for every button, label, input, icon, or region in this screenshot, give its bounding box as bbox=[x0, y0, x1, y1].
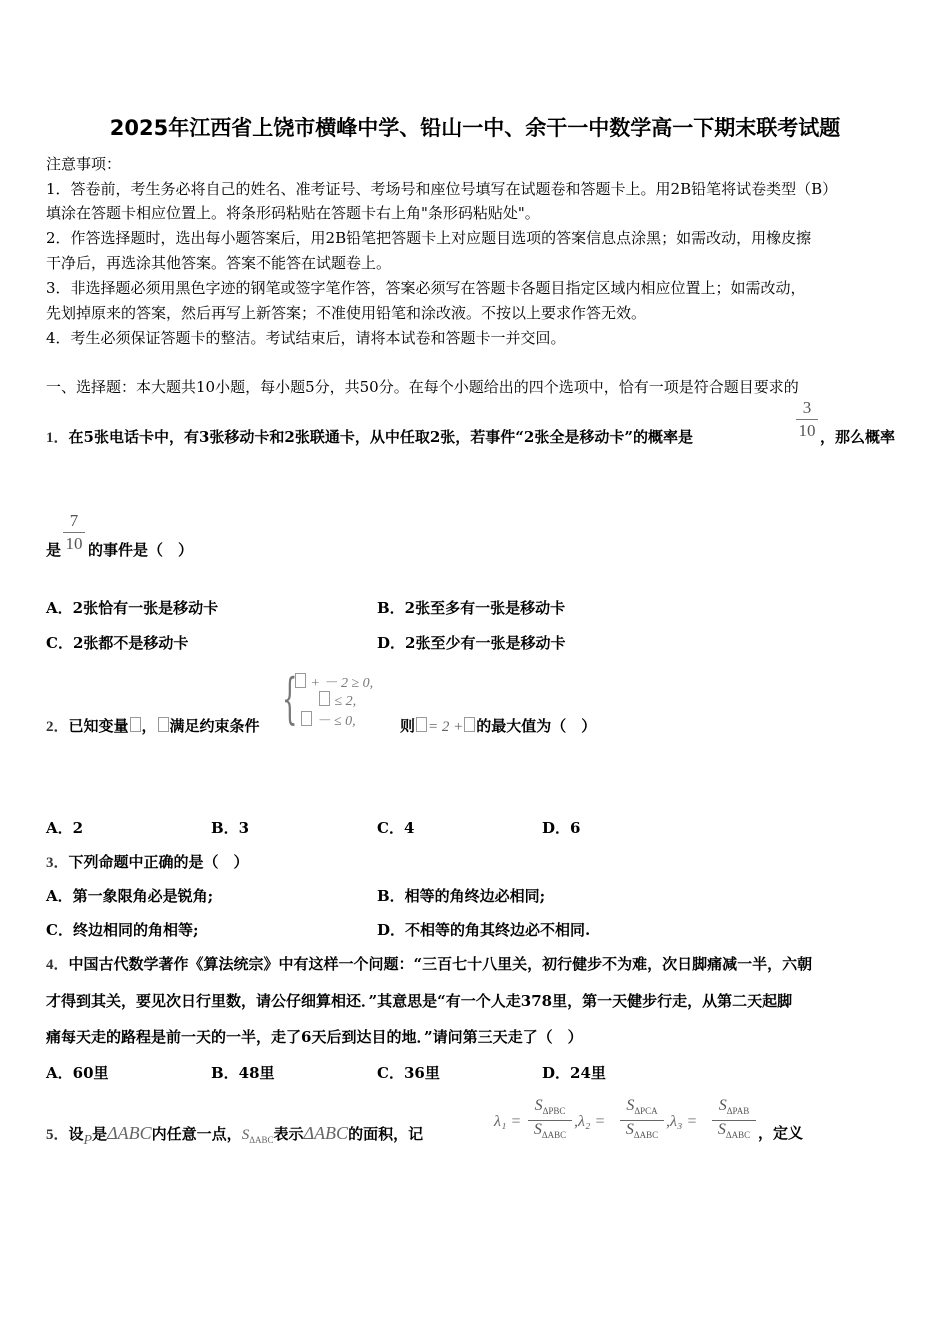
notice-heading: 注意事项： bbox=[46, 155, 122, 173]
lambda-3: ,λ₃ = bbox=[666, 1113, 698, 1130]
question-2-tail: 则 = 2 + 的最大值为（ ） bbox=[400, 717, 597, 735]
question-1-text: 1．在5张电话卡中，有3张移动卡和2张联通卡，从中任取2张，若事件“2张全是移动卡”的概率是 bbox=[46, 428, 693, 446]
option-b[interactable]: B．相等的角终边必相同; bbox=[377, 887, 546, 905]
placeholder-glyph-icon bbox=[301, 711, 312, 726]
option-a[interactable]: A．2张恰有一张是移动卡 bbox=[46, 599, 219, 617]
option-d[interactable]: D．2张至少有一张是移动卡 bbox=[377, 634, 566, 652]
fraction-3-10: 3 10 bbox=[796, 398, 818, 441]
notice-line: 干净后，再选涂其他答案。答案不能答在试题卷上。 bbox=[46, 254, 392, 272]
placeholder-glyph-icon bbox=[464, 717, 475, 732]
option-d[interactable]: D．6 bbox=[542, 819, 581, 837]
placeholder-glyph-icon bbox=[130, 717, 141, 732]
question-5-text: 5．设P是ΔABC内任意一点，$S_{\Delta ABC}$表示ΔABC的面积，记 bbox=[46, 1123, 424, 1148]
option-c[interactable]: C．2张都不是移动卡 bbox=[46, 634, 189, 652]
notice-line: 3．非选择题必须用黑色字迹的钢笔或签字笔作答，答案必须写在答题卡各题目指定区域内相应位置上；如需改动， bbox=[46, 279, 806, 297]
page-title: 2025年江西省上饶市横峰中学、铅山一中、余干一中数学高一下期末联考试题 bbox=[109, 116, 841, 140]
placeholder-glyph-icon bbox=[295, 673, 306, 688]
question-4-line: 才得到其关，要见次日行里数，请公仔细算相还．”其意思是“有一个人走378里，第一天健步行走，从第二天起脚 bbox=[46, 992, 793, 1010]
lambda-1: λ₁ = bbox=[494, 1113, 522, 1130]
fraction-lambda-2: $S_{\Delta PCA}$ $S_{\Delta ABC}$ bbox=[620, 1097, 664, 1144]
option-b[interactable]: B．3 bbox=[211, 819, 250, 837]
option-d[interactable]: D．24里 bbox=[542, 1064, 606, 1082]
option-a[interactable]: A．60里 bbox=[46, 1064, 109, 1082]
option-d[interactable]: D．不相等的角其终边必不相同. bbox=[377, 921, 591, 939]
fraction-7-10: 7 10 bbox=[63, 511, 85, 554]
option-a[interactable]: A．2 bbox=[46, 819, 84, 837]
option-c[interactable]: C．终边相同的角相等; bbox=[46, 921, 199, 939]
notice-line: 先划掉原来的答案，然后再写上新答案；不准使用铅笔和涂改液。不按以上要求作答无效。 bbox=[46, 304, 647, 322]
question-1-text-c: 是 bbox=[46, 541, 62, 559]
notice-line: 1．答卷前，考生务必将自己的姓名、准考证号、考场号和座位号填写在试题卷和答题卡上。用2B铅笔将试卷类型（B） bbox=[46, 180, 838, 198]
question-number: 1． bbox=[46, 430, 69, 446]
placeholder-glyph-icon bbox=[319, 691, 330, 706]
option-a[interactable]: A．第一象限角必是锐角; bbox=[46, 887, 214, 905]
lambda-2: ,λ₂ = bbox=[574, 1113, 606, 1130]
question-1-text-tail: ，那么概率 bbox=[820, 428, 896, 446]
option-c[interactable]: C．36里 bbox=[377, 1064, 440, 1082]
option-c[interactable]: C．4 bbox=[377, 819, 415, 837]
question-4-text: 4．中国古代数学著作《算法统宗》中有这样一个问题：“三百七十八里关，初行健步不为难，次日脚痛减一半，六朝 bbox=[46, 955, 813, 973]
question-5-tail: ，定义 bbox=[758, 1124, 804, 1142]
question-1-text-d: 的事件是（ ） bbox=[88, 541, 194, 559]
fraction-lambda-3: $S_{\Delta PAB}$ $S_{\Delta ABC}$ bbox=[712, 1097, 756, 1144]
question-2-text: 2．已知变量 ， 满足约束条件 bbox=[46, 717, 260, 735]
option-b[interactable]: B．48里 bbox=[211, 1064, 275, 1082]
notice-line: 4．考生必须保证答题卡的整洁。考试结束后，请将本试卷和答题卡一并交回。 bbox=[46, 329, 566, 347]
notice-line: 2．作答选择题时，选出每小题答案后，用2B铅笔把答题卡上对应题目选项的答案信息点涂黑；如需改动，用橡皮擦 bbox=[46, 229, 812, 247]
placeholder-glyph-icon bbox=[158, 717, 169, 732]
constraint-system: { + － 2 ≥ 0, ≤ 2, － ≤ 0, bbox=[282, 667, 374, 730]
question-3-text: 3．下列命题中正确的是（ ） bbox=[46, 853, 249, 871]
question-4-line: 痛每天走的路程是前一天的一半，走了6天后到达目的地．”请问第三天走了（ ） bbox=[46, 1028, 583, 1046]
section-heading: 一、选择题：本大题共10小题，每小题5分，共50分。在每个小题给出的四个选项中，恰有一项是符合题目要求的 bbox=[46, 378, 799, 396]
fraction-lambda-1: $S_{\Delta PBC}$ $S_{\Delta ABC}$ bbox=[528, 1097, 572, 1144]
notice-line: 填涂在答题卡相应位置上。将条形码粘贴在答题卡右上角"条形码粘贴处"。 bbox=[46, 204, 540, 222]
placeholder-glyph-icon bbox=[416, 717, 427, 732]
option-b[interactable]: B．2张至多有一张是移动卡 bbox=[377, 599, 566, 617]
